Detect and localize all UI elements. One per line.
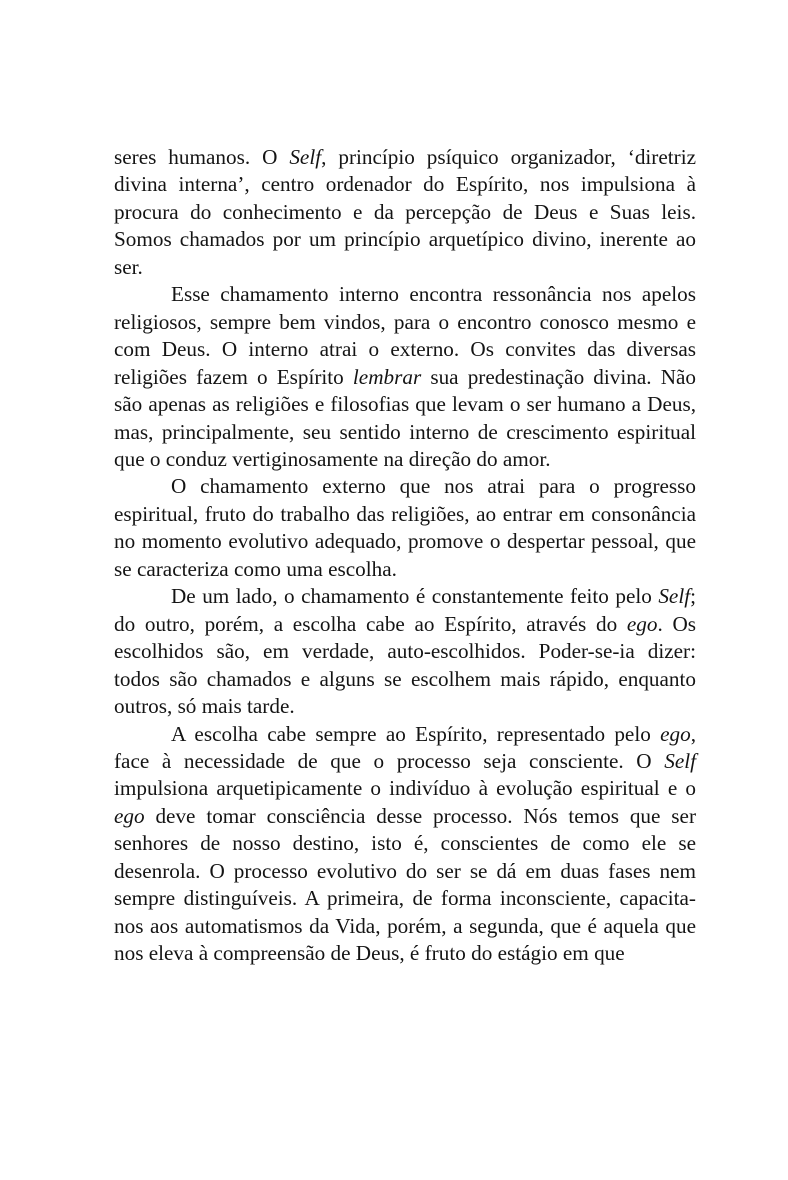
text-segment: O chamamento externo que nos atrai para o progresso espiritual, fruto do trabalho das religiões, ao entrar em consonância no momento evolutivo adequado, promove o despertar pessoal, que se caracteriza como uma escolha. [114, 474, 696, 581]
paragraph-1 [114, 144, 696, 281]
text-segment: impulsiona arquetipicamente o indivíduo à evolução espiritual e o [114, 776, 696, 801]
text-segment: deve tomar consciência desse processo. Nós temos que ser senhores de nosso destino, isto é, conscientes de como ele se desenrola. O processo evolutivo do ser se dá em duas fases nem sempre distinguíveis. A primeira, de forma inconsciente, capacita-nos aos automatismos da Vida, porém, a segunda, que é aquela que nos eleva à compreensão de Deus, é fruto do estágio em que [114, 803, 696, 966]
paragraph-4 [114, 583, 696, 720]
text-segment: . Os escolhidos são, em verdade, auto-escolhidos. Poder-se-ia dizer: todos são chamados e alguns se escolhem mais rápido, enquanto outros, só mais tarde. [114, 611, 696, 719]
text-segment: seres humanos. O [114, 145, 290, 169]
text-segment-italic: Self [658, 584, 691, 609]
text-segment: sua predestinação divina. Não são apenas as religiões e filosofias que levam o ser humano a Deus, mas, principalmente, seu sentido interno de crescimento espiritual que o conduz vertiginosamente na direção do amor. [114, 364, 696, 471]
paragraph-3 [114, 473, 696, 583]
text-segment: ; do outro, porém, a escolha cabe ao Espírito, através do [114, 584, 696, 636]
text-segment-italic: ego [626, 611, 658, 636]
paragraph-2 [114, 281, 696, 473]
text-segment: A escolha cabe sempre ao Espírito, representado pelo [171, 721, 661, 746]
text-segment: Esse chamamento interno encontra ressonância nos apelos religiosos, sempre bem vindos, para o encontro conosco mesmo e com Deus. O interno atrai o externo. Os convites das diversas religiões fazem o Espírito [114, 282, 696, 389]
text-segment: De um lado, o chamamento é constantemente feito pelo [171, 584, 659, 609]
text-segment-italic: ego [660, 721, 691, 746]
text-segment-italic: ego [114, 803, 145, 828]
text-segment-italic: lembrar [352, 364, 422, 389]
text-segment: , princípio psíquico organizador, ‘diretriz divina interna’, centro ordenador do Espírito, nos impulsiona à procura do conhecimento e da percepção de Deus e Suas leis. Somos chamados por um princípio arquetípico divino, inerente ao ser. [114, 145, 696, 279]
page-body [114, 144, 696, 968]
text-segment: , face à necessidade de que o processo seja consciente. O [114, 721, 696, 773]
text-segment-italic: Self [664, 748, 696, 773]
text-segment-italic: Self [289, 145, 322, 169]
paragraph-5 [114, 721, 696, 968]
